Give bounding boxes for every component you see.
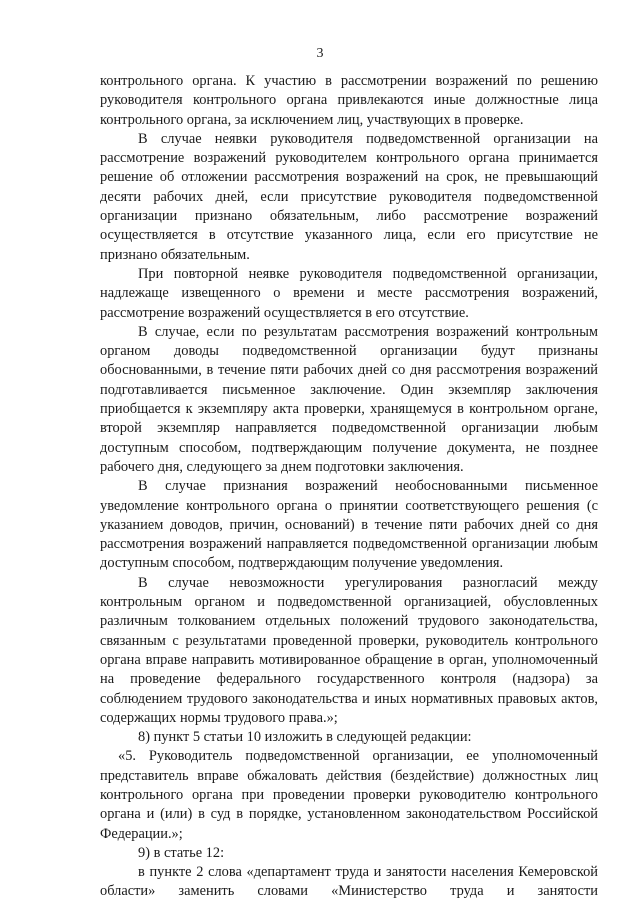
paragraph-objection-participants: контрольного органа. К участию в рассмотрении возражений по решению руководителя контрольного органа привлекаются иные должностные лица контрольного органа, за исключением лиц, участвующих в проверке.: [100, 73, 598, 128]
list-item-8: 8) пункт 5 статьи 10 изложить в следующей редакции:: [138, 729, 472, 746]
paragraph-disagreement-settlement: В случае невозможности урегулирования разногласий между контрольным органом и подведомственной организацией, обусловленных различным толкованием отдельных положений трудового законодательства, связанным с результатами проведенной проверки, руководитель контрольного органа вправе направить мотивированное обращение в орган, уполномоченный на проведение федерального государственного контроля (надзора) за соблюдением трудового законодательства и иных нормативных правовых актов, содержащих нормы трудового права.»;: [100, 574, 598, 726]
document-body: [100, 72, 598, 902]
page-number: 3: [316, 46, 324, 61]
list-item-9: 9) в статье 12:: [138, 844, 225, 861]
paragraph-objections-justified: В случае, если по результатам рассмотрения возражений контрольным органом доводы подведомственной организации будут признаны обоснованными, в течение пяти рабочих дней со дня рассмотрения возражений подготавливается письменное заключение. Один экземпляр заключения приобщается к экземпляру акта проверки, хранящемуся в контрольном органе, второй экземпляр направляется подведомственной организации любым доступным способом, подтверждающим получение документа, не позднее рабочего дня, следующего за днем подготовки заключения.: [100, 323, 598, 475]
paragraph-repeated-absence: При повторной неявке руководителя подведомственной организации, надлежаще извещенного о времени и месте рассмотрения возражений, рассмотрение возражений осуществляется в его отсутствие.: [100, 265, 598, 321]
paragraph-article-12-point-2: в пункте 2 слова «департамент труда и занятости населения Кемеровской области» заменить словами «Министерство труда и занятости: [100, 864, 598, 900]
paragraph-objections-unjustified: В случае признания возражений необоснованными письменное уведомление контрольного органа о принятии соответствующего решения (с указанием доводов, причин, оснований) в течение пяти рабочих дней со дня рассмотрения возражений направляется подведомственной организации любым доступным способом, подтверждающим получение уведомления.: [100, 478, 598, 572]
quoted-clause-5: «5. Руководитель подведомственной организации, ее уполномоченный представитель вправе обжаловать действия (бездействие) должностных лиц контрольного органа при проведении проверки руководителю контрольного органа и (или) в суд в порядке, установленном законодательством Российской Федерации.»;: [100, 748, 598, 842]
paragraph-head-absence: В случае неявки руководителя подведомственной организации на рассмотрение возражений руководителем контрольного органа принимается решение об отложении рассмотрения возражений на срок, не превышающий десяти рабочих дней, если присутствие руководителя подведомственной организации признано обязательным, либо рассмотрение возражений осуществляется в отсутствие указанного лица, если его присутствие не признано обязательным.: [100, 130, 598, 263]
